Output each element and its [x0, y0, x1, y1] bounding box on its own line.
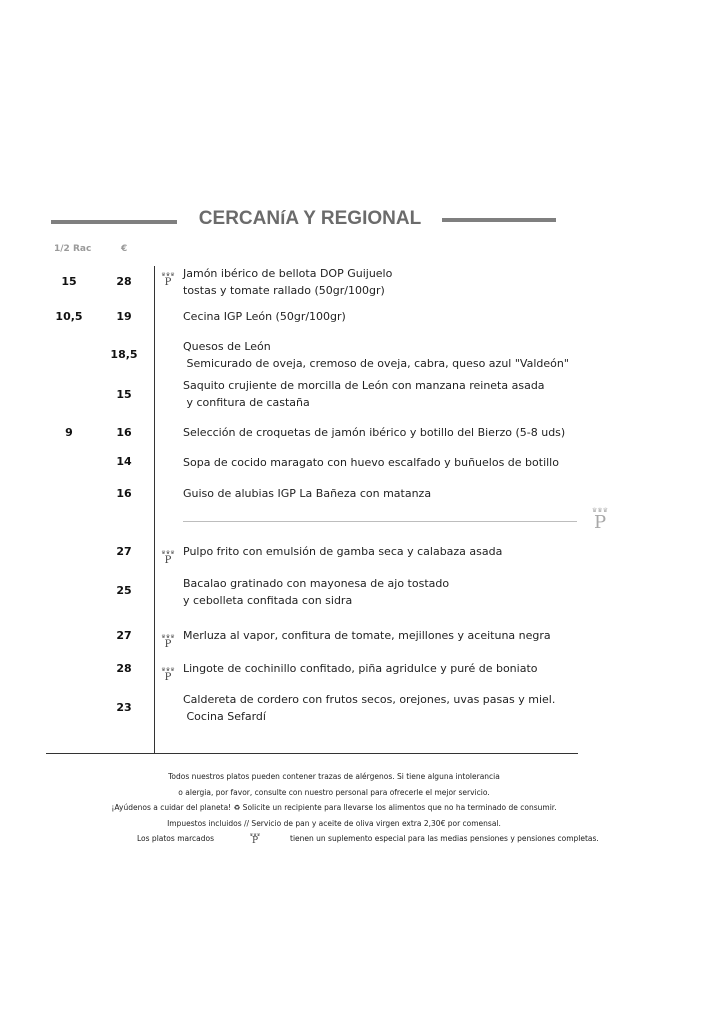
full-portion-price: 27 — [116, 629, 132, 642]
full-portion-price: 25 — [116, 584, 132, 597]
half-portion-price: 10,5 — [55, 310, 83, 323]
dish-line: Jamón ibérico de bellota DOP Guijuelo — [183, 267, 393, 280]
supplement-note — [0, 834, 724, 848]
dish-description — [183, 338, 569, 372]
full-portion-price: 16 — [116, 487, 132, 500]
dish-line: Bacalao gratinado con mayonesa de ajo tostado — [183, 577, 450, 590]
supplement-mark-icon: ♛♛♛ P — [249, 832, 261, 846]
half-portion-price: 9 — [65, 426, 73, 439]
dish-line: tostas y tomate rallado (50gr/100gr) — [183, 284, 385, 297]
dish-description — [183, 660, 563, 677]
dish-description — [183, 575, 563, 609]
dish-line: y confitura de castaña — [183, 396, 310, 409]
full-portion-price: 16 — [116, 426, 132, 439]
dish-line: Selección de croquetas de jamón ibérico y botillo del Bierzo (5-8 uds) — [183, 426, 566, 439]
title-rule-left — [51, 220, 177, 224]
section-separator — [183, 521, 577, 522]
column-header-half: 1/2 Rac — [54, 244, 92, 254]
supplement-note-right: tienen un suplemento especial para las medias pensiones y pensiones completas. — [290, 834, 599, 843]
column-divider — [154, 266, 155, 754]
restaurant-logo-icon: ♛♛♛ P — [591, 507, 609, 533]
dish-line: Cocina Sefardí — [183, 710, 266, 723]
full-portion-price: 27 — [116, 545, 132, 558]
dish-line: Lingote de cochinillo confitado, piña agridulce y puré de boniato — [183, 662, 538, 675]
dish-line: Saquito crujiente de morcilla de León con manzana reineta asada — [183, 379, 545, 392]
supplement-mark-icon: ♛♛♛ P — [161, 272, 175, 288]
dish-description — [183, 454, 563, 471]
dish-line: Cecina IGP León (50gr/100gr) — [183, 310, 346, 323]
dish-line: Quesos de León — [183, 340, 271, 353]
full-portion-price: 18,5 — [110, 348, 138, 361]
dish-description — [183, 543, 563, 560]
dish-description — [183, 691, 563, 725]
dish-line: Merluza al vapor, confitura de tomate, mejillones y aceituna negra — [183, 629, 551, 642]
title-rule-right — [442, 218, 556, 222]
supplement-note-left: Los platos marcados — [137, 834, 214, 843]
dish-line: Sopa de cocido maragato con huevo escalfado y buñuelos de botillo — [183, 456, 559, 469]
dish-description — [183, 377, 563, 411]
tax-note: Impuestos incluidos // Servicio de pan y aceite de oliva virgen extra 2,30€ por comensal. — [167, 819, 501, 828]
dish-line: Semicurado de oveja, cremoso de oveja, cabra, queso azul "Valdeón" — [183, 357, 569, 370]
supplement-mark-icon: ♛♛♛ P — [161, 550, 175, 566]
section-title: CERCANíA Y REGIONAL — [198, 208, 422, 229]
supplement-mark-icon: ♛♛♛ P — [161, 667, 175, 683]
dish-line: Caldereta de cordero con frutos secos, orejones, uvas pasas y miel. — [183, 693, 556, 706]
dish-description — [183, 308, 563, 325]
dish-description — [183, 424, 566, 441]
half-portion-price: 15 — [61, 275, 77, 288]
full-portion-price: 14 — [116, 455, 132, 468]
column-header-full: € — [121, 244, 128, 254]
supplement-mark-icon: ♛♛♛ P — [161, 634, 175, 650]
table-bottom-rule — [46, 753, 578, 754]
dish-line: Pulpo frito con emulsión de gamba seca y calabaza asada — [183, 545, 503, 558]
full-portion-price: 15 — [116, 388, 132, 401]
full-portion-price: 23 — [116, 701, 132, 714]
dish-description — [183, 627, 563, 644]
full-portion-price: 19 — [116, 310, 132, 323]
allergen-note: Todos nuestros platos pueden contener trazas de alérgenos. Si tiene alguna intolerancia — [168, 772, 500, 781]
planet-note: ¡Ayúdenos a cuidar del planeta! ♻ Solicite un recipiente para llevarse los alimentos que no ha terminado de consumir. — [111, 803, 557, 812]
dish-description — [183, 485, 563, 502]
dish-line: y cebolleta confitada con sidra — [183, 594, 353, 607]
allergen-note-2: o alergia, por favor, consulte con nuestro personal para ofrecerle el mejor servicio. — [178, 788, 490, 797]
dish-line: Guiso de alubias IGP La Bañeza con matanza — [183, 487, 432, 500]
full-portion-price: 28 — [116, 662, 132, 675]
dish-description — [183, 265, 563, 299]
full-portion-price: 28 — [116, 275, 132, 288]
